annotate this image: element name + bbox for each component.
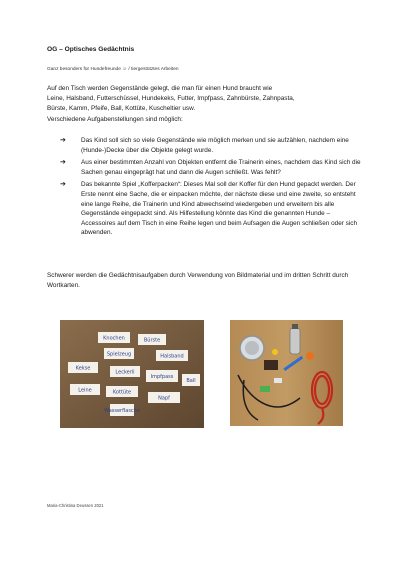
list-item: [60, 158, 365, 177]
word-card-label: Impfpass: [150, 373, 174, 380]
footer-author: Maria-Christina Deussen 2021: [47, 503, 104, 508]
list-item-text: Das bekannte Spiel „Kofferpacken“: Dieses Mal soll der Koffer für den Hund gepackt werden. Der Erste nennt eine Sache, die er einpacken möchte, der nächste diese und eine zweite, so entsteht eine lange Reihe, die Trainerin und Kind abwechselnd wiedergeben und erweitern bis alle Gegenstände eingepackt sind. Als Hilfestellung könnte das Kind die genannten Hunde – Accessoires auf dem Tisch in eine Reihe legen und beim Aufsagen die Augen schließen oder sich abwenden.: [81, 181, 358, 237]
intro-line: Auf den Tisch werden Gegenstände gelegt, die man für einen Hund braucht wie: [47, 85, 273, 92]
intro-line: Verschiedene Aufgabenstellungen sind möglich:: [47, 115, 183, 123]
intro-line: Bürste, Kamm, Pfeife, Ball, Kottüte, Kuscheltier usw.: [47, 105, 196, 113]
word-card-label: Kekse: [75, 365, 91, 372]
word-card-label: Wasserflasche: [104, 407, 140, 414]
word-card-label: Bürste: [143, 337, 161, 344]
list-item: [60, 180, 365, 238]
list-item: [60, 136, 365, 155]
list-item-text: Aus einer bestimmten Anzahl von Objekten entfernt die Trainerin eines, nachdem das Kind sich die Sachen genau eingeprägt hat und dann die Augen schließt. Was fehlt?: [81, 159, 361, 176]
intro-paragraph: [47, 84, 367, 125]
arrow-right-icon: ➔: [60, 159, 66, 167]
dog-accessories-photo: [230, 320, 343, 426]
page-title: OG – Optisches Gedächtnis: [47, 46, 135, 53]
word-card-label: Halsband: [160, 353, 184, 360]
word-card-label: Knochen: [103, 335, 125, 342]
word-card-label: Napf: [158, 395, 170, 402]
task-list: [60, 136, 365, 241]
page-subtitle: Ganz besonders für Hundefreunde ☺ / tiergestütztes Arbeiten: [47, 67, 179, 72]
word-card-label: Leckerli: [115, 369, 135, 376]
intro-line: Leine, Halsband, Futterschüssel, Hundekeks, Futter, Impfpass, Zahnbürste, Zahnpasta,: [47, 95, 295, 103]
word-cards-photo: [60, 320, 204, 428]
word-card-label: Spielzeug: [106, 351, 132, 358]
outro-paragraph: Schwerer werden die Gedächtnisaufgaben durch Verwendung von Bildmaterial und im dritten Schritt durch Wortkarten.: [47, 272, 349, 289]
word-card-label: Leine: [78, 387, 92, 394]
list-item-text: Das Kind soll sich so viele Gegenstände wie möglich merken und sie aufzählen, nachdem eine (Hunde-)Decke über die Objekte gelegt wurde.: [81, 137, 349, 154]
arrow-right-icon: ➔: [60, 137, 66, 144]
word-card-label: Ball: [186, 377, 196, 384]
word-card-label: Kottüte: [112, 389, 132, 396]
arrow-right-icon: ➔: [60, 181, 66, 189]
